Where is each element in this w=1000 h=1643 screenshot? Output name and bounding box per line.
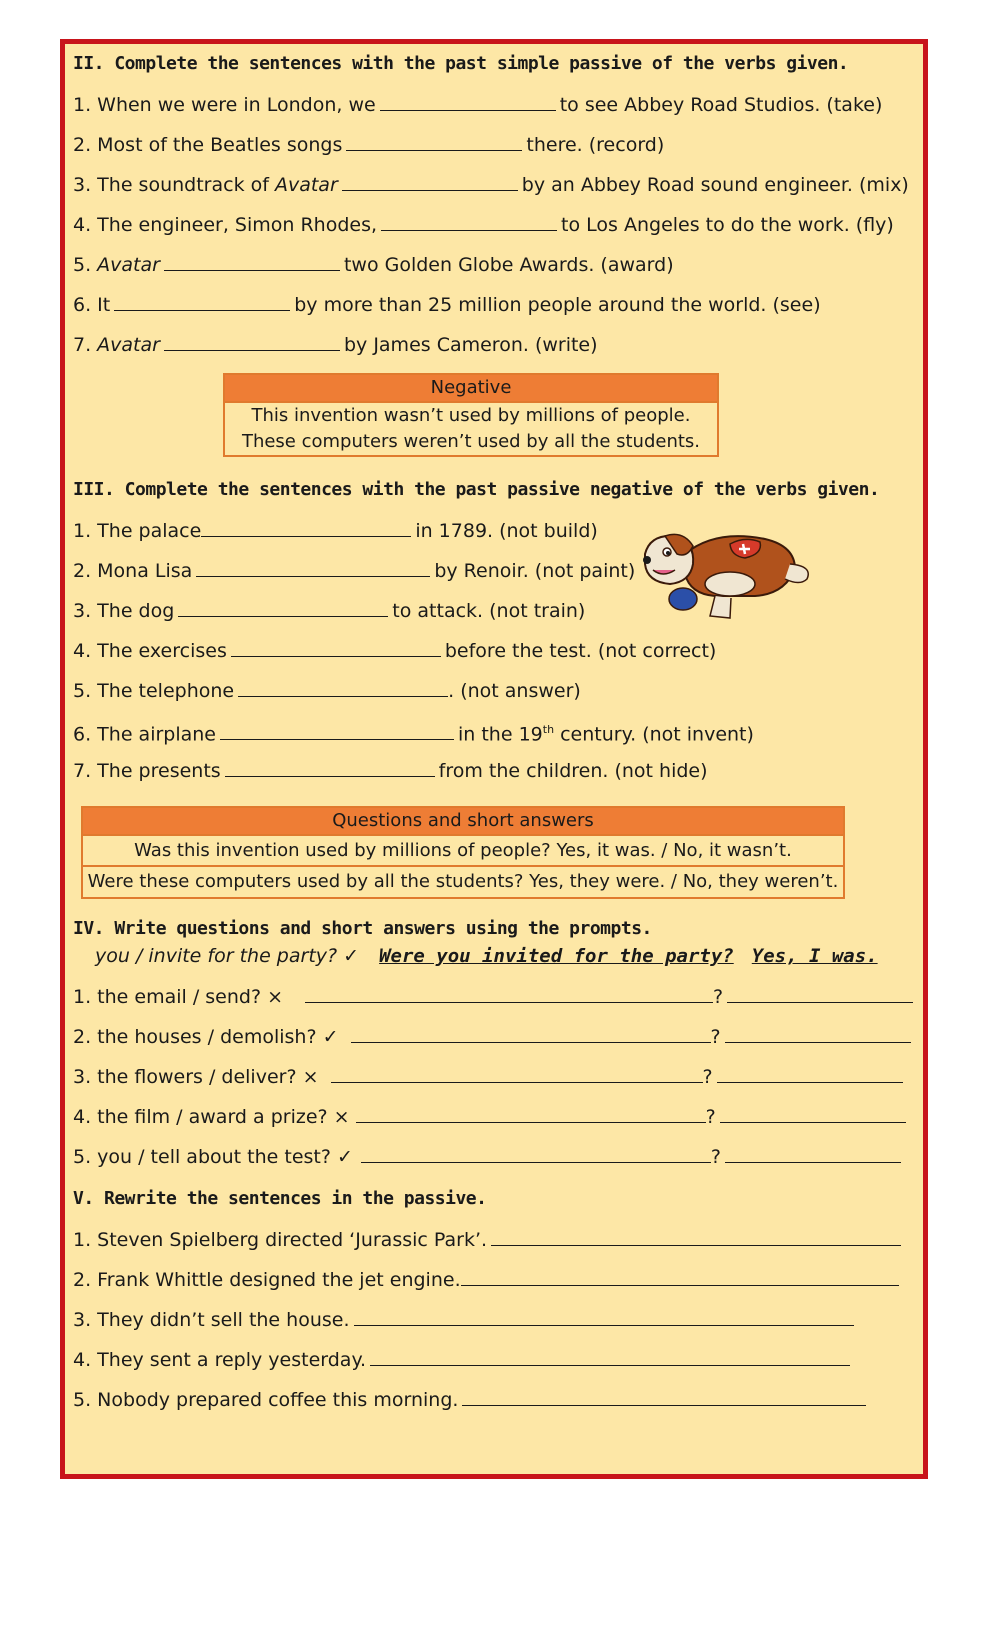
short-answer-blank[interactable] <box>720 1104 906 1123</box>
section-5-heading: V. Rewrite the sentences in the passive. <box>73 1188 487 1209</box>
s3-item-1-post: in 1789. (not build) <box>415 520 598 542</box>
s2-item-3-title: Avatar <box>274 174 338 196</box>
s5-item-3-text: 3. They didn’t sell the house. <box>73 1309 350 1331</box>
section-2-heading: II. Complete the sentences with the past simple passive of the verbs given. <box>73 53 849 74</box>
answer-blank[interactable] <box>238 678 448 697</box>
s2-item-6-pre: 6. It <box>73 294 111 316</box>
s2-item-3-post: by an Abbey Road sound engineer. (mix) <box>521 174 909 196</box>
question-example-2: Were these computers used by all the students? Yes, they were. / No, they weren’t. <box>83 865 843 897</box>
s3-item-6-post-end: century. (not invent) <box>554 723 754 746</box>
short-answer-blank[interactable] <box>717 1064 903 1083</box>
answer-blank[interactable] <box>220 721 454 740</box>
s2-item-5 <box>73 252 674 277</box>
s3-item-5-pre: 5. The telephone <box>73 680 235 702</box>
s4-item-5 <box>73 1144 905 1169</box>
s2-item-6 <box>73 292 821 317</box>
s5-item-4-text: 4. They sent a reply yesterday. <box>73 1349 367 1371</box>
s3-item-2-post: by Renoir. (not paint) <box>434 560 636 582</box>
questions-box-title: Questions and short answers <box>83 808 843 836</box>
s2-item-7-pre: 7. <box>73 334 98 356</box>
s3-item-3 <box>73 598 585 623</box>
s4-item-5-prompt: 5. you / tell about the test? ✓ <box>73 1146 353 1168</box>
answer-blank[interactable] <box>164 332 340 351</box>
s5-item-1 <box>73 1227 905 1252</box>
s3-item-3-pre: 3. The dog <box>73 600 175 622</box>
negative-box <box>223 373 719 457</box>
s2-item-7 <box>73 332 598 357</box>
question-mark: ? <box>710 1146 722 1168</box>
s5-item-2-text: 2. Frank Whittle designed the jet engine. <box>73 1269 461 1291</box>
answer-blank[interactable] <box>114 292 290 311</box>
negative-example-2: These computers weren’t used by all the students. <box>241 431 701 452</box>
s4-example-question: Were you invited for the party? <box>379 945 734 967</box>
short-answer-blank[interactable] <box>727 984 913 1003</box>
s3-item-2-pre: 2. Mona Lisa <box>73 560 193 582</box>
s2-item-7-post: by James Cameron. (write) <box>343 334 598 356</box>
s3-item-4-pre: 4. The exercises <box>73 640 227 662</box>
rewrite-blank[interactable] <box>461 1267 899 1286</box>
s2-item-2-pre: 2. Most of the Beatles songs <box>73 134 343 156</box>
short-answer-blank[interactable] <box>725 1144 901 1163</box>
rewrite-blank[interactable] <box>462 1387 866 1406</box>
s4-item-4 <box>73 1104 910 1129</box>
s2-item-7-title: Avatar <box>97 334 160 356</box>
question-mark: ? <box>713 986 724 1008</box>
s4-item-2 <box>73 1024 915 1049</box>
s3-item-2 <box>73 558 635 583</box>
s2-item-3-pre: 3. The soundtrack of <box>73 174 275 196</box>
section-3-heading: III. Complete the sentences with the past passive negative of the verbs given. <box>73 479 880 500</box>
answer-blank[interactable] <box>381 212 557 231</box>
question-mark: ? <box>710 1026 721 1048</box>
answer-blank[interactable] <box>342 172 518 191</box>
s2-item-3 <box>73 172 909 197</box>
s3-item-1 <box>73 518 598 543</box>
s3-item-4-post: before the test. (not correct) <box>444 640 717 662</box>
s4-example <box>95 944 878 968</box>
questions-box <box>81 806 845 899</box>
s4-item-2-prompt: 2. the houses / demolish? ✓ <box>73 1026 339 1048</box>
s3-item-1-pre: 1. The palace <box>73 520 202 542</box>
s4-item-4-prompt: 4. the film / award a prize? × <box>73 1106 350 1128</box>
s5-item-4 <box>73 1347 854 1372</box>
s2-item-2 <box>73 132 664 157</box>
s4-item-3 <box>73 1064 907 1089</box>
s4-item-1 <box>73 984 917 1009</box>
s4-example-prompt: you / invite for the party? ✓ <box>95 945 360 967</box>
answer-blank[interactable] <box>380 92 556 111</box>
s5-item-3 <box>73 1307 858 1332</box>
question-blank[interactable] <box>305 984 713 1003</box>
s4-item-1-prompt: 1. the email / send? × <box>73 986 284 1008</box>
s3-item-3-post: to attack. (not train) <box>392 600 586 622</box>
dog-illustration <box>635 524 815 624</box>
s4-item-3-prompt: 3. the flowers / deliver? × <box>73 1066 319 1088</box>
short-answer-blank[interactable] <box>725 1024 911 1043</box>
answer-blank[interactable] <box>346 132 522 151</box>
question-blank[interactable] <box>331 1064 703 1083</box>
negative-box-title: Negative <box>225 375 717 403</box>
s3-item-7-pre: 7. The presents <box>73 760 221 782</box>
s2-item-4 <box>73 212 894 237</box>
s3-item-6-superscript: th <box>542 723 555 736</box>
s3-item-6 <box>73 718 754 746</box>
s3-item-6-post: in the 19 <box>458 723 543 746</box>
s2-item-4-pre: 4. The engineer, Simon Rhodes, <box>73 214 378 236</box>
s2-item-5-pre: 5. <box>73 254 98 276</box>
s5-item-5-text: 5. Nobody prepared coffee this morning. <box>73 1389 459 1411</box>
answer-blank[interactable] <box>201 518 411 537</box>
question-example-1: Was this invention used by millions of people? Yes, it was. / No, it wasn’t. <box>134 840 792 861</box>
question-mark: ? <box>702 1066 713 1088</box>
s2-item-2-post: there. (record) <box>526 134 665 156</box>
negative-example-1: This invention wasn’t used by millions of people. <box>251 405 691 426</box>
question-blank[interactable] <box>361 1144 711 1163</box>
s5-item-2 <box>73 1267 903 1292</box>
s5-item-5 <box>73 1387 870 1412</box>
answer-blank[interactable] <box>231 638 441 657</box>
s4-example-answer: Yes, I was. <box>751 945 878 967</box>
answer-blank[interactable] <box>196 558 430 577</box>
rewrite-blank[interactable] <box>354 1307 854 1326</box>
s2-item-5-post: two Golden Globe Awards. (award) <box>343 254 674 276</box>
s5-item-1-text: 1. Steven Spielberg directed ‘Jurassic Park’. <box>73 1229 488 1251</box>
s3-item-6-pre: 6. The airplane <box>73 723 216 746</box>
answer-blank[interactable] <box>178 598 388 617</box>
s3-item-5 <box>73 678 581 703</box>
s2-item-1-post: to see Abbey Road Studios. (take) <box>559 94 883 116</box>
s3-item-5-post: . (not answer) <box>448 680 581 702</box>
worksheet <box>60 39 928 1479</box>
s2-item-6-post: by more than 25 million people around the world. (see) <box>294 294 821 316</box>
answer-blank[interactable] <box>225 758 435 777</box>
rewrite-blank[interactable] <box>491 1227 901 1246</box>
question-blank[interactable] <box>356 1104 706 1123</box>
section-4-heading: IV. Write questions and short answers using the prompts. <box>73 918 652 939</box>
s2-item-1 <box>73 92 882 117</box>
question-mark: ? <box>705 1106 716 1128</box>
s2-item-5-title: Avatar <box>97 254 160 276</box>
s3-item-7-post: from the children. (not hide) <box>438 760 708 782</box>
s2-item-4-post: to Los Angeles to do the work. (fly) <box>561 214 894 236</box>
s3-item-7 <box>73 758 708 783</box>
rewrite-blank[interactable] <box>370 1347 850 1366</box>
s3-item-4 <box>73 638 716 663</box>
answer-blank[interactable] <box>164 252 340 271</box>
s2-item-1-pre: 1. When we were in London, we <box>73 94 376 116</box>
question-blank[interactable] <box>351 1024 711 1043</box>
